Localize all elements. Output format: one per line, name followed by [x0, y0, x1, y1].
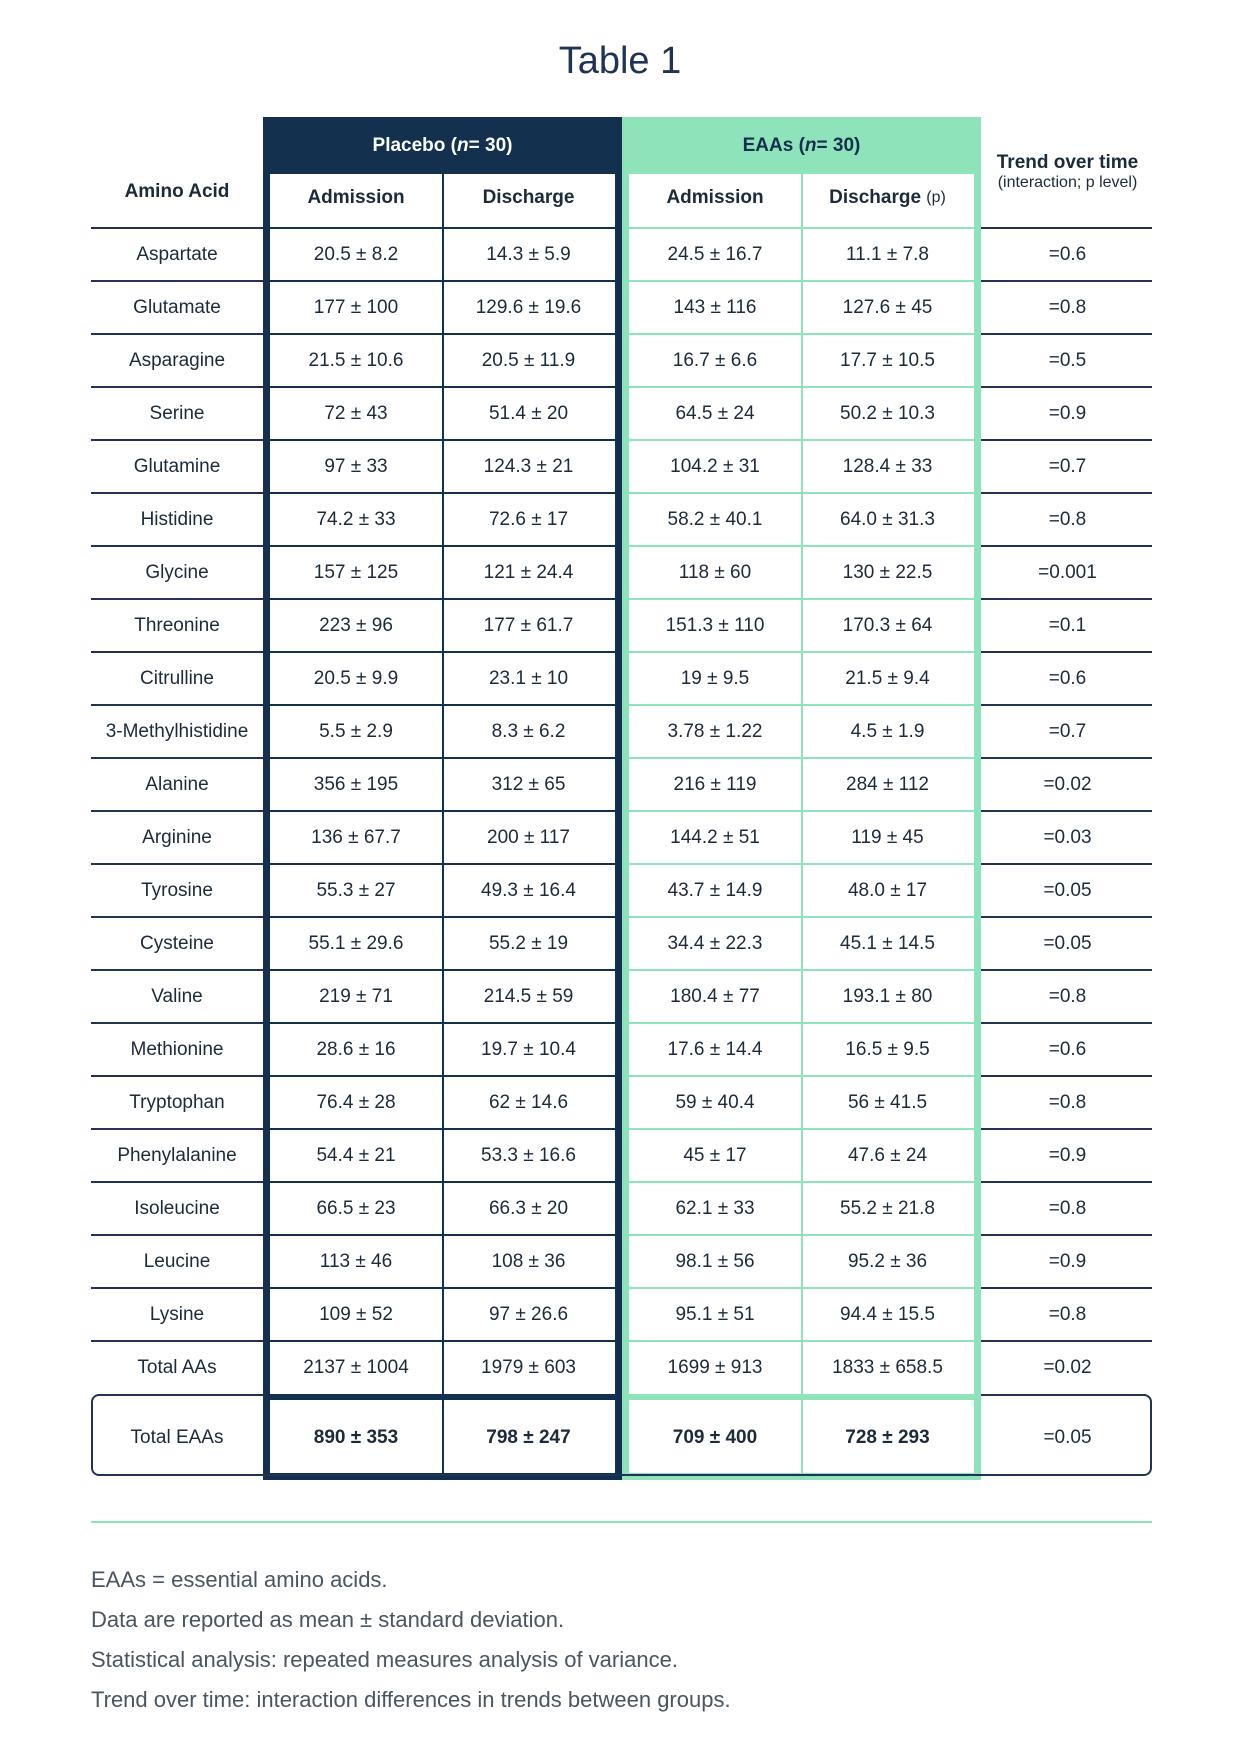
placebo-discharge-value: 200 ± 117 [487, 826, 570, 848]
amino-acid-name: Tryptophan [129, 1091, 225, 1113]
placebo-discharge-value: 177 ± 61.7 [483, 614, 574, 636]
amino-acid-name: Threonine [134, 614, 220, 636]
amino-acid-name: Tyrosine [141, 879, 213, 901]
amino-acid-name: Arginine [142, 826, 212, 848]
eaa-discharge-value: 1833 ± 658.5 [832, 1356, 943, 1378]
placebo-admission-value: 28.6 ± 16 [316, 1038, 396, 1060]
placebo-group-header: Placebo ( n = 30) [372, 134, 513, 156]
eaa-discharge-value: 95.2 ± 36 [847, 1250, 928, 1272]
placebo-admission-value: 177 ± 100 [313, 296, 399, 318]
placebo-discharge-value: 72.6 ± 17 [488, 508, 569, 530]
eaa-discharge-value: 11.1 ± 7.8 [846, 243, 929, 265]
amino-acid-name: Total AAs [137, 1356, 217, 1378]
placebo-discharge-value: 97 ± 26.6 [488, 1303, 569, 1325]
total-eaas-eaa-discharge: 728 ± 293 [845, 1427, 930, 1448]
placebo-admission-value: 72 ± 43 [324, 402, 388, 424]
placebo-admission-value: 356 ± 195 [313, 773, 399, 795]
amino-acid-name: 3-Methylhistidine [105, 720, 249, 742]
total-eaas-placebo-admission: 890 ± 353 [313, 1427, 399, 1448]
total-eaas-trend: =0.05 [1043, 1427, 1092, 1448]
eaa-admission-value: 98.1 ± 56 [675, 1250, 755, 1272]
placebo-admission-value: 97 ± 33 [324, 455, 388, 477]
eaa-admission-value: 180.4 ± 77 [670, 985, 760, 1007]
eaa-admission-value: 1699 ± 913 [667, 1356, 763, 1378]
eaa-admission-value: 34.4 ± 22.3 [667, 932, 763, 954]
placebo-discharge-value: 108 ± 36 [491, 1250, 566, 1272]
trend-value: =0.8 [1048, 1197, 1087, 1219]
eaa-admission-value: 59 ± 40.4 [675, 1091, 755, 1113]
amino-acid-name: Glutamate [133, 296, 221, 318]
amino-acid-name: Leucine [143, 1250, 211, 1272]
placebo-admission-value: 54.4 ± 21 [316, 1144, 396, 1166]
eaa-admission-value: 58.2 ± 40.1 [667, 508, 763, 530]
eaa-admission-value: 143 ± 116 [673, 296, 757, 318]
total-eaas-label: Total EAAs [130, 1427, 224, 1448]
eaa-admission-value: 3.78 ± 1.22 [667, 720, 763, 742]
placebo-discharge-value: 51.4 ± 20 [488, 402, 569, 424]
placebo-admission-value: 21.5 ± 10.6 [308, 349, 404, 371]
placebo-admission-value: 20.5 ± 9.9 [313, 667, 399, 689]
placebo-admission-value: 136 ± 67.7 [311, 826, 401, 848]
footer-divider [91, 1521, 1152, 1523]
eaa-discharge-value: 119 ± 45 [851, 826, 924, 848]
eaa-admission-value: 118 ± 60 [678, 561, 752, 583]
eaa-group-frame [622, 117, 981, 1480]
eaa-discharge-value: 4.5 ± 1.9 [850, 720, 925, 742]
placebo-admission-value: 157 ± 125 [313, 561, 399, 583]
amino-acid-name: Alanine [145, 773, 209, 795]
trend-column-header: Trend over time (interaction; p level) [996, 152, 1139, 191]
trend-value: =0.8 [1048, 508, 1087, 530]
trend-value: =0.5 [1048, 349, 1087, 371]
placebo-admission-value: 219 ± 71 [319, 985, 393, 1007]
placebo-discharge-value: 20.5 ± 11.9 [481, 349, 576, 371]
trend-value: =0.05 [1043, 879, 1092, 901]
amino-acid-name: Phenylalanine [117, 1144, 237, 1166]
trend-value: =0.9 [1048, 1144, 1087, 1166]
trend-value: =0.8 [1048, 1091, 1087, 1113]
placebo-discharge-value: 129.6 ± 19.6 [475, 296, 582, 318]
eaa-admission-value: 95.1 ± 51 [675, 1303, 755, 1325]
amino-acid-name: Glycine [145, 561, 209, 583]
placebo-discharge-value: 55.2 ± 19 [488, 932, 569, 954]
total-eaas-eaa-admission: 709 ± 400 [672, 1427, 758, 1448]
placebo-discharge-value: 1979 ± 603 [481, 1356, 576, 1378]
eaa-discharge-value: 127.6 ± 45 [842, 296, 933, 318]
placebo-admission-value: 5.5 ± 2.9 [319, 720, 393, 742]
eaa-discharge-value: 284 ± 112 [846, 773, 929, 795]
placebo-discharge-value: 214.5 ± 59 [483, 985, 574, 1007]
trend-value: =0.9 [1048, 402, 1087, 424]
eaa-discharge-value: 94.4 ± 15.5 [840, 1303, 935, 1325]
trend-value: =0.7 [1048, 720, 1087, 742]
placebo-discharge-value: 19.7 ± 10.4 [481, 1038, 576, 1060]
trend-value: =0.7 [1048, 455, 1087, 477]
eaa-admission-value: 45 ± 17 [683, 1144, 747, 1166]
eaa-admission-value: 104.2 ± 31 [670, 455, 760, 477]
eaa-discharge-value: 55.2 ± 21.8 [840, 1197, 935, 1219]
eaa-admission-value: 19 ± 9.5 [680, 667, 750, 689]
eaa-admission-value: 151.3 ± 110 [665, 614, 765, 636]
eaa-discharge-value: 16.5 ± 9.5 [845, 1038, 930, 1060]
total-eaas-placebo-discharge: 798 ± 247 [486, 1427, 571, 1448]
placebo-admission-value: 55.3 ± 27 [316, 879, 396, 901]
placebo-admission-header: Admission [307, 187, 405, 208]
eaa-discharge-value: 128.4 ± 33 [842, 455, 933, 477]
placebo-discharge-value: 8.3 ± 6.2 [491, 720, 566, 742]
eaa-discharge-value: 45.1 ± 14.5 [840, 932, 935, 954]
amino-acid-name: Citrulline [140, 667, 214, 689]
amino-acid-name: Methionine [130, 1038, 224, 1060]
amino-acid-name: Serine [149, 402, 205, 424]
trend-value: =0.9 [1048, 1250, 1087, 1272]
page-title: Table 1 [558, 40, 682, 82]
eaa-discharge-value: 21.5 ± 9.4 [845, 667, 930, 689]
placebo-discharge-value: 23.1 ± 10 [488, 667, 569, 689]
amino-acid-name: Valine [151, 985, 203, 1007]
trend-value: =0.001 [1038, 561, 1097, 583]
eaa-discharge-value: 130 ± 22.5 [842, 561, 933, 583]
amino-acid-name: Histidine [140, 508, 214, 530]
amino-acid-name: Asparagine [128, 349, 226, 371]
trend-value: =0.02 [1043, 773, 1092, 795]
eaa-discharge-value: 50.2 ± 10.3 [840, 402, 935, 424]
placebo-admission-value: 74.2 ± 33 [316, 508, 396, 530]
eaa-admission-value: 16.7 ± 6.6 [672, 349, 758, 371]
note-line: Trend over time: interaction differences in trends between groups. [91, 1687, 731, 1712]
trend-value: =0.8 [1048, 296, 1087, 318]
amino-acid-table [91, 117, 1152, 1480]
amino-acid-name: Aspartate [136, 243, 218, 265]
eaa-group-header: EAAs ( n = 30) [742, 134, 861, 156]
placebo-discharge-value: 62 ± 14.6 [488, 1091, 569, 1113]
eaa-discharge-header: Discharge (p) [829, 187, 946, 208]
placebo-discharge-value: 49.3 ± 16.4 [481, 879, 576, 901]
trend-value: =0.03 [1043, 826, 1092, 848]
placebo-discharge-value: 312 ± 65 [491, 773, 566, 795]
trend-value: =0.8 [1048, 985, 1087, 1007]
eaa-admission-header: Admission [666, 187, 764, 208]
trend-value: =0.8 [1048, 1303, 1087, 1325]
amino-acid-name: Glutamine [133, 455, 221, 477]
placebo-admission-value: 113 ± 46 [319, 1250, 393, 1272]
trend-value: =0.05 [1043, 932, 1092, 954]
eaa-admission-value: 62.1 ± 33 [675, 1197, 755, 1219]
placebo-admission-value: 2137 ± 1004 [303, 1356, 409, 1378]
placebo-admission-value: 223 ± 96 [319, 614, 393, 636]
note-line: Statistical analysis: repeated measures analysis of variance. [91, 1647, 678, 1672]
trend-value: =0.6 [1048, 243, 1087, 265]
placebo-admission-value: 66.5 ± 23 [316, 1197, 396, 1219]
eaa-admission-value: 43.7 ± 14.9 [667, 879, 763, 901]
trend-value: =0.02 [1043, 1356, 1092, 1378]
placebo-admission-value: 76.4 ± 28 [316, 1091, 396, 1113]
placebo-admission-value: 55.1 ± 29.6 [308, 932, 404, 954]
note-line: EAAs = essential amino acids. [91, 1567, 388, 1592]
placebo-discharge-header: Discharge [482, 187, 575, 208]
eaa-discharge-value: 48.0 ± 17 [847, 879, 928, 901]
amino-acid-name: Isoleucine [134, 1197, 220, 1219]
trend-value: =0.6 [1048, 1038, 1087, 1060]
placebo-group-frame [263, 117, 622, 1480]
placebo-discharge-value: 124.3 ± 21 [483, 455, 574, 477]
eaa-discharge-value: 56 ± 41.5 [847, 1091, 928, 1113]
amino-acid-column-header: Amino Acid [124, 181, 230, 202]
eaa-discharge-value: 64.0 ± 31.3 [840, 508, 935, 530]
placebo-discharge-value: 66.3 ± 20 [488, 1197, 569, 1219]
trend-value: =0.1 [1048, 614, 1087, 636]
note-line: Data are reported as mean ± standard deviation. [91, 1607, 565, 1632]
eaa-admission-value: 17.6 ± 14.4 [667, 1038, 763, 1060]
placebo-discharge-value: 53.3 ± 16.6 [481, 1144, 576, 1166]
placebo-admission-value: 20.5 ± 8.2 [313, 243, 399, 265]
eaa-discharge-value: 47.6 ± 24 [847, 1144, 928, 1166]
eaa-admission-value: 24.5 ± 16.7 [667, 243, 763, 265]
trend-value: =0.6 [1048, 667, 1087, 689]
eaa-admission-value: 144.2 ± 51 [670, 826, 760, 848]
eaa-admission-value: 64.5 ± 24 [675, 402, 755, 424]
eaa-discharge-value: 170.3 ± 64 [842, 614, 933, 636]
amino-acid-name: Lysine [149, 1303, 205, 1325]
placebo-discharge-value: 14.3 ± 5.9 [486, 243, 571, 265]
amino-acid-name: Cysteine [140, 932, 214, 954]
placebo-discharge-value: 121 ± 24.4 [483, 561, 574, 583]
eaa-discharge-value: 17.7 ± 10.5 [840, 349, 935, 371]
eaa-discharge-value: 193.1 ± 80 [842, 985, 933, 1007]
table-notes [91, 1560, 1152, 1720]
eaa-admission-value: 216 ± 119 [673, 773, 757, 795]
placebo-admission-value: 109 ± 52 [319, 1303, 393, 1325]
